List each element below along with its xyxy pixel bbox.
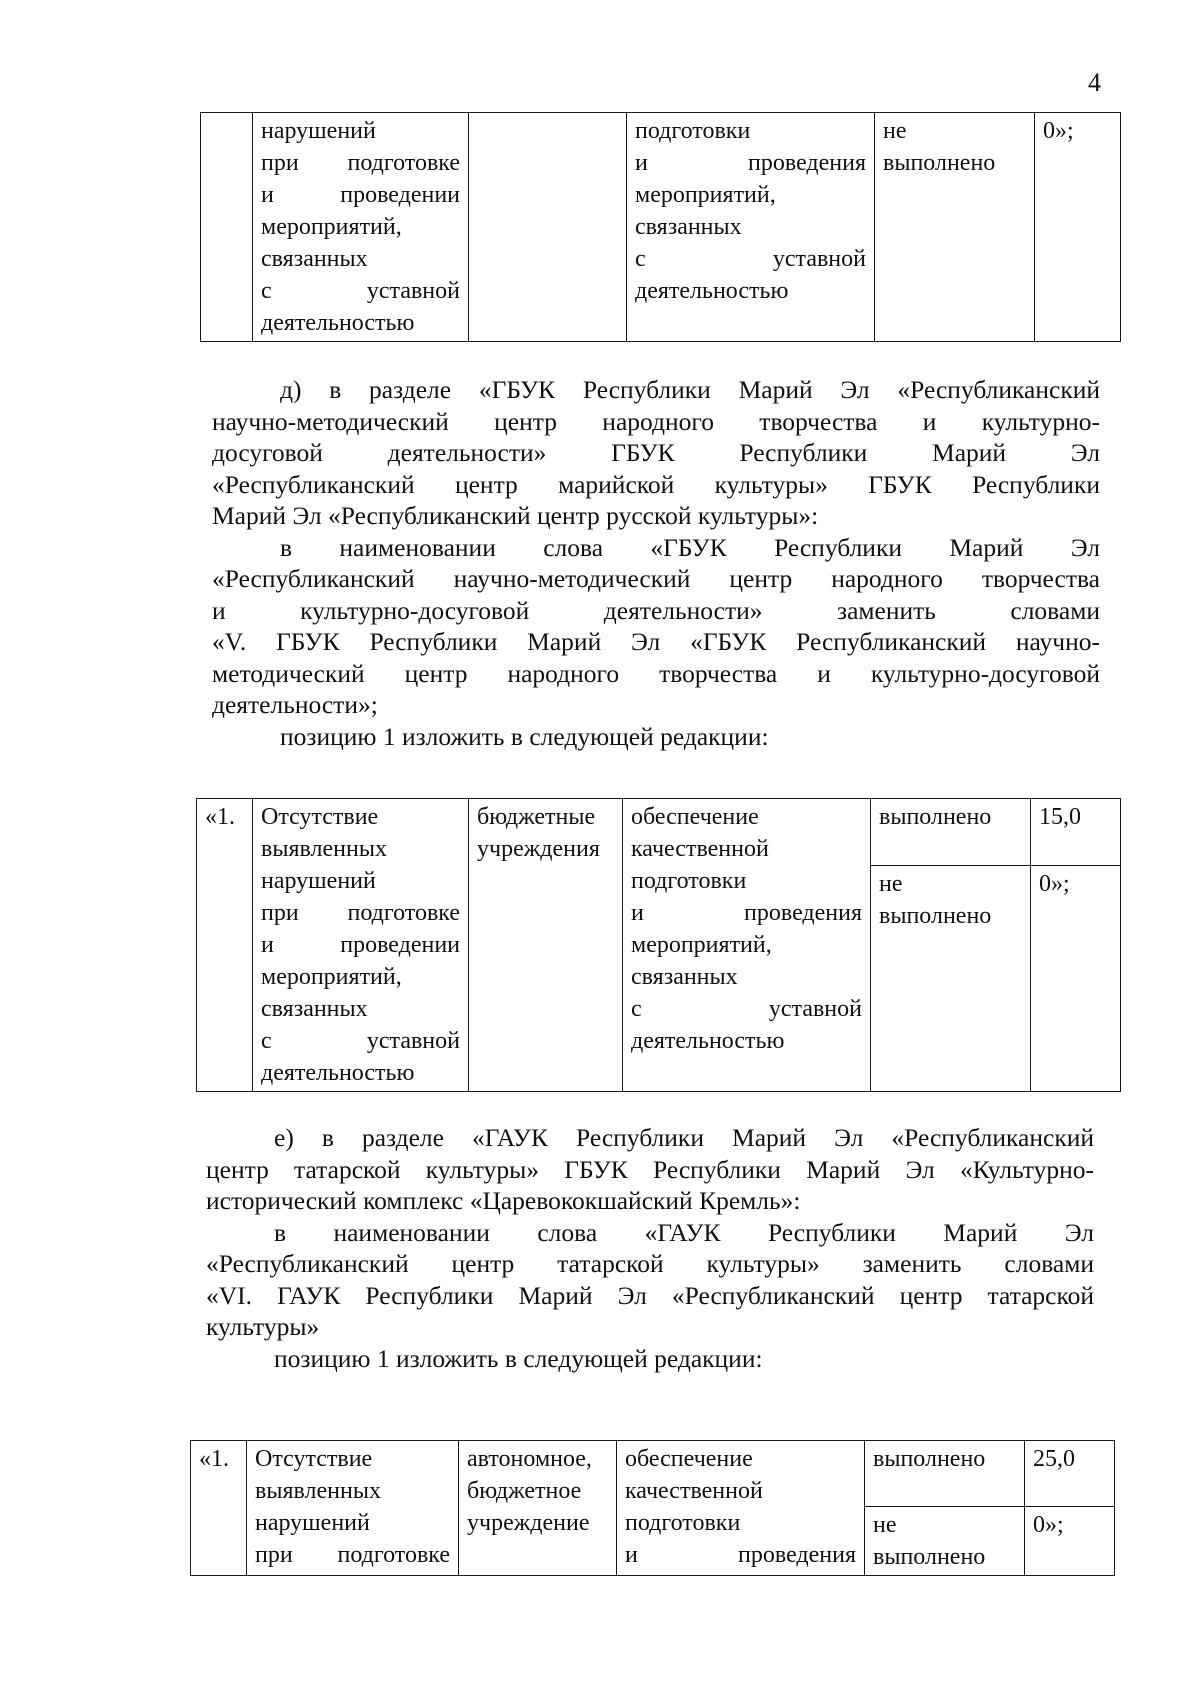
cell-line: с уставной (261, 278, 460, 304)
cell-value: 0»; (1035, 113, 1121, 342)
cell-line: с уставной (261, 1028, 460, 1054)
cell-line: деятельностью (261, 1060, 415, 1086)
cell-status-not-done: не выполнено (871, 865, 1031, 1091)
text-line: и культурно-досуговой деятельности» заменить словами (212, 595, 1100, 625)
text-line: досуговой деятельности» ГБУК Республики Марий Эл (212, 438, 1100, 467)
table-row (197, 799, 1121, 866)
text-line: д) в разделе «ГБУК Республики Марий Эл «Республиканский (280, 375, 1100, 404)
cell-value-done: 15,0 (1031, 799, 1121, 866)
table-position-1-d (196, 798, 1121, 1092)
cell-line: обеспечение (631, 804, 759, 830)
cell-institution (469, 113, 627, 342)
cell-line: связанных (635, 214, 742, 240)
cell-indicator (247, 1441, 459, 1576)
text-line: «V. ГБУК Республики Марий Эл «ГБУК Республиканский научно- (212, 627, 1100, 656)
page-number: 4 (1088, 68, 1101, 97)
cell-line: и проведении (261, 182, 460, 208)
cell-criterion (627, 113, 875, 342)
cell-indicator (253, 113, 469, 342)
cell-line: при подготовке (255, 1542, 450, 1568)
text-line: деятельности»; (212, 690, 378, 719)
cell-line: деятельностью (261, 310, 415, 336)
cell-line: мероприятий, (635, 182, 776, 208)
cell-line: и проведения (631, 900, 862, 926)
text-line: научно-методический центр народного творчества и культурно- (212, 406, 1100, 436)
cell-line: связанных (631, 964, 738, 990)
text-line: позицию 1 изложить в следующей редакции: (274, 1343, 763, 1373)
cell-line: связанных (261, 246, 368, 272)
cell-value-not-done: 0»; (1031, 865, 1121, 1091)
cell-line: мероприятий, (261, 214, 402, 240)
cell-status: не выполнено (875, 113, 1035, 342)
cell-number (201, 113, 253, 342)
cell-line: нарушений (255, 1510, 370, 1536)
cell-criterion (623, 799, 871, 1092)
cell-line: и проведения (625, 1542, 856, 1568)
cell-line: Отсутствие (261, 804, 379, 830)
text-line: «Республиканский центр марийской культуры» ГБУК Республики (212, 469, 1100, 499)
paragraph-d (212, 374, 1100, 752)
cell-line: и проведения (635, 150, 866, 176)
table-row (201, 113, 1121, 342)
cell-institution: бюджетные учреждения (469, 799, 623, 1092)
cell-line: качественной (631, 836, 769, 862)
cell-line: подготовки (635, 118, 751, 144)
cell-line: с уставной (635, 246, 866, 272)
cell-line: при подготовке (261, 150, 460, 176)
cell-line: нарушений (261, 118, 376, 144)
cell-indicator (253, 799, 469, 1092)
cell-status-not-done: не выполнено (865, 1507, 1025, 1576)
cell-line: и проведении (261, 932, 460, 958)
cell-line: выявленных (255, 1478, 381, 1504)
cell-line: подготовки (625, 1510, 741, 1536)
cell-value-not-done: 0»; (1025, 1507, 1115, 1576)
cell-status-done: выполнено (865, 1441, 1025, 1507)
text-line: в наименовании слова «ГАУК Республики Марий Эл (274, 1217, 1094, 1247)
text-line: «VI. ГАУК Республики Марий Эл «Республиканский центр татарской (206, 1280, 1094, 1310)
table-continuation (200, 112, 1121, 342)
text-line: Марий Эл «Республиканский центр русской культуры»: (212, 501, 819, 530)
table-position-1-e (190, 1440, 1115, 1576)
text-line: культуры» (206, 1312, 320, 1341)
cell-institution: автономное, бюджетное учреждение (459, 1441, 617, 1576)
cell-line: подготовки (631, 868, 747, 894)
cell-line: мероприятий, (261, 964, 402, 990)
cell-line: нарушений (261, 868, 376, 894)
cell-line: при подготовке (261, 900, 460, 926)
cell-criterion (617, 1441, 865, 1576)
cell-line: связанных (261, 996, 368, 1022)
text-line: «Республиканский научно-методический центр народного творчества (212, 564, 1100, 593)
cell-line: обеспечение (625, 1446, 753, 1472)
text-line: исторический комплекс «Царевококшайский Кремль»: (206, 1186, 801, 1215)
cell-value-done: 25,0 (1025, 1441, 1115, 1507)
cell-line: мероприятий, (631, 932, 772, 958)
text-line: е) в разделе «ГАУК Республики Марий Эл «Республиканский (274, 1123, 1094, 1152)
table-row (191, 1441, 1115, 1507)
cell-number: «1. (191, 1441, 247, 1576)
text-line: методический центр народного творчества и культурно-досуговой (212, 658, 1100, 688)
paragraph-e (206, 1122, 1094, 1374)
cell-status-done: выполнено (871, 799, 1031, 866)
text-line: центр татарской культуры» ГБУК Республики Марий Эл «Культурно- (206, 1154, 1094, 1184)
cell-line: выявленных (261, 836, 387, 862)
text-line: в наименовании слова «ГБУК Республики Марий Эл (280, 532, 1100, 562)
text-line: «Республиканский центр татарской культуры» заменить словами (206, 1249, 1094, 1278)
cell-line: качественной (625, 1478, 763, 1504)
cell-line: деятельностью (635, 278, 789, 304)
text-line: позицию 1 изложить в следующей редакции: (280, 721, 769, 751)
cell-number: «1. (197, 799, 253, 1092)
cell-line: с уставной (631, 996, 862, 1022)
cell-line: деятельностью (631, 1028, 785, 1054)
cell-line: Отсутствие (255, 1446, 373, 1472)
